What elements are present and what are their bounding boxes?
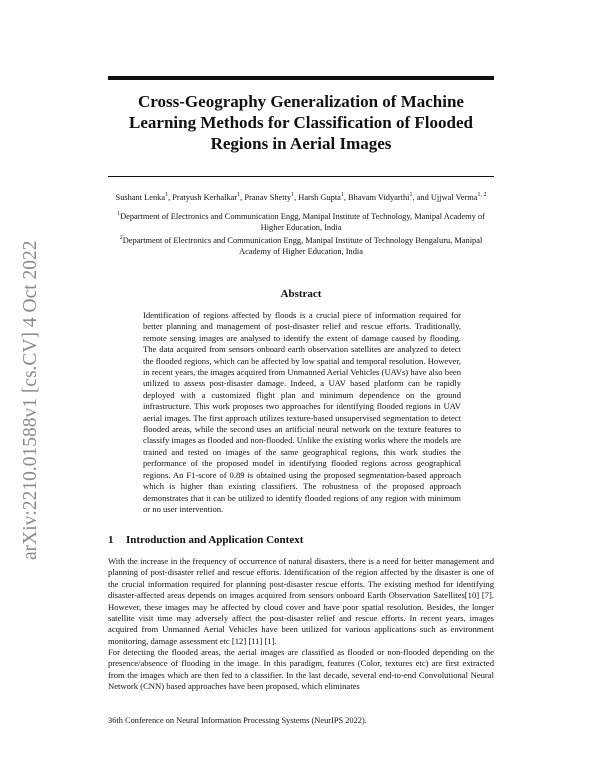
- affiliation: [108, 211, 494, 233]
- title-bottom-rule: [108, 176, 494, 177]
- conference-footer: 36th Conference on Neural Information Processing Systems (NeurIPS 2022).: [108, 716, 367, 725]
- section-title: Introduction and Application Context: [126, 534, 304, 546]
- affiliation-mark: 2: [119, 235, 123, 242]
- section-heading: [108, 533, 303, 547]
- author-name: Pratyush Kerhalkar: [172, 193, 238, 202]
- paper-title: Cross-Geography Generalization of Machine Learning Methods for Classification of Flooded Regions in Aerial Images: [129, 92, 473, 153]
- author-affiliation-mark: 1: [237, 192, 241, 199]
- author-name: Harsh Gupta: [298, 193, 341, 202]
- section-number: 1: [108, 534, 114, 546]
- abstract-text: Identification of regions affected by floods is a crucial piece of information required for better planning and management of post-disaster relief and rescue efforts. Traditionally, remote sensing images are analysed to identify the extent of damage caused by flooding. The data acquired from sensors onboard earth observation satellites are analyzed to detect the flooded regions, which can be affected by low spatial and temporal resolution. However, in recent years, the images acquired from Unmanned Aerial Vehicles (UAVs) have also been utilized to assess post-disaster damage. Indeed, a UAV based platform can be rapidly deployed with a customized flight plan and minimum dependence on the ground infrastructure. This work proposes two approaches for identifying flooded regions in UAV aerial images. The first approach utilizes texture-based unsupervised segmentation to detect flooded areas, while the second uses an artificial neural network on the texture features to classify images as flooded and non-flooded. Unlike the existing works where the models are trained and tested on images of the same geographical regions, this work studies the performance of the proposed model in identifying flooded regions across geographical regions. An F1-score of 0.89 is obtained using the proposed segmentation-based approach which is higher than existing classifiers. The robustness of the proposed approach demonstrates that it can be utilized to identify flooded regions of any region with minimum or no user intervention.: [143, 310, 461, 514]
- author-affiliation-mark: 1: [165, 192, 169, 199]
- affiliation-mark: 1: [117, 211, 121, 218]
- author-list: Sushant Lenka$^1$, Pratyush Kerhalkar$^1$, Pranav Shetty$^1$, Harsh Gupta$^1$, Bhavam Vidyarthi$^1$, and Ujjwal Verma$^{1, 2}$: [115, 192, 487, 202]
- author-name: Sushant Lenka: [115, 193, 166, 202]
- affiliation: [108, 235, 494, 257]
- affiliation-text: Department of Electronics and Communication Engg, Manipal Institute of Technology Bengaluru, Manipal Academy of Higher Education, India: [122, 236, 483, 256]
- body-paragraph: For detecting the flooded areas, the aerial images are classified as flooded or non-flooded depending on the presence/absence of flooding in the image. In this paradigm, features (Color, textures etc) are first extracted from the images which are then fed to a classifier. In the last decade, several end-to-end Convolutional Neural Network (CNN) based approaches have been proposed, which eliminates: [108, 647, 494, 692]
- title-top-rule: [108, 76, 494, 80]
- author-name: Ujjwal Verma: [430, 193, 478, 202]
- author-affiliation-mark: 1: [409, 192, 413, 199]
- author-conjunction: and: [416, 193, 429, 202]
- body-paragraph: With the increase in the frequency of occurrence of natural disasters, there is a need for better management and planning of post-disaster relief and rescue efforts. Identification of the region affected by the disaster is one of the crucial information required for planning post-disaster rescue efforts. The existing method for identifying disaster-affected areas depends on images acquired from sensors onboard Earth Observation Satellites[10] [7]. However, these images may be affected by cloud cover and have poor spatial resolution. Besides, the longer satellite visit time may adversely affect the post-disaster relief and rescue efforts. In recent years, images acquired from Unmanned Aerial Vehicles have been utilized for various applications such as environment monitoring, damage assessment etc [12] [11] [1].: [108, 556, 494, 646]
- arxiv-identifier: arXiv:2210.01588v1 [cs.CV] 4 Oct 2022: [20, 240, 41, 560]
- abstract-heading: Abstract: [280, 288, 322, 300]
- affiliation-text: Department of Electronics and Communication Engg, Manipal Institute of Technology, Manipal Academy of Higher Education, India: [120, 212, 485, 232]
- author-name: Bhavam Vidyarthi: [348, 193, 410, 202]
- author-affiliation-mark: 1, 2: [477, 192, 487, 199]
- author-affiliation-mark: 1: [291, 192, 295, 199]
- author-affiliation-mark: 1: [340, 192, 344, 199]
- author-name: Pranav Shetty: [244, 193, 292, 202]
